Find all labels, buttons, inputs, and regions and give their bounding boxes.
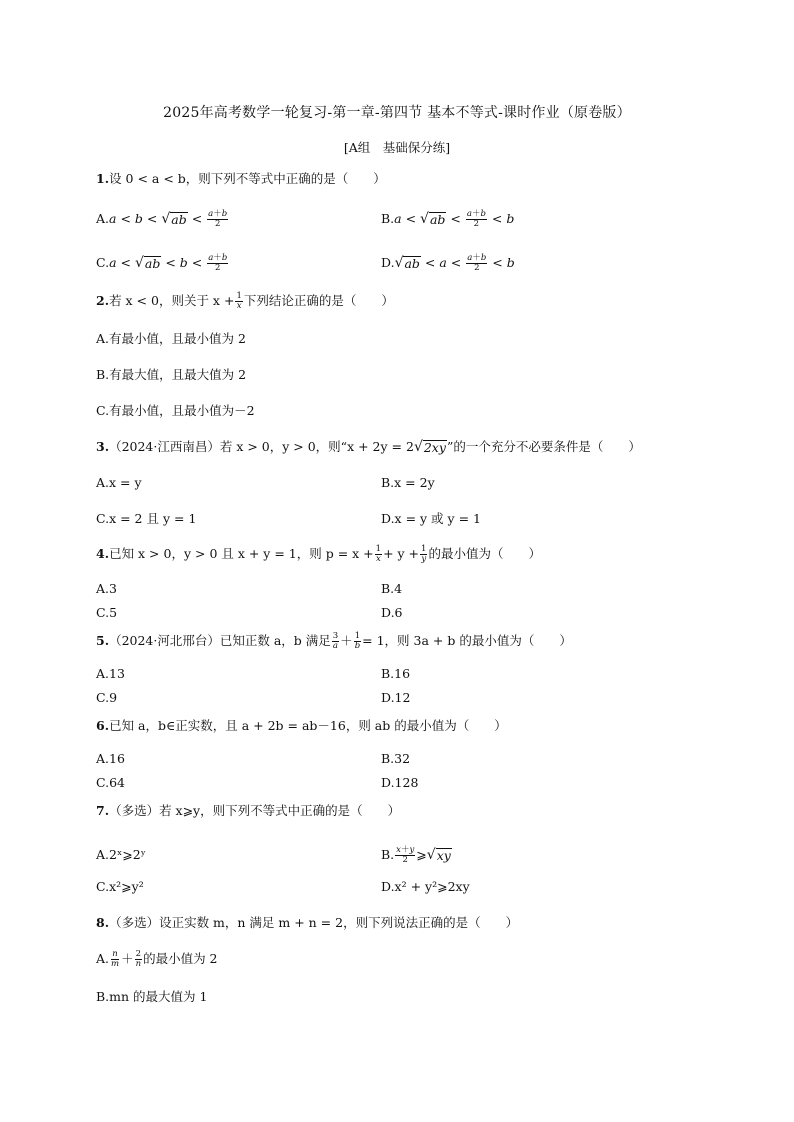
question-number: 8. [96,915,110,930]
q6-option-b: B.32 [381,751,411,766]
q4-option-c: C.5 [96,605,118,620]
q4-option-d: D.6 [381,605,403,620]
question-4: 4.已知 x > 0，y > 0 且 x + y = 1，则 p = x + $\frac{1}{x}$ + y + $\frac{1}{y}$ 的最小值为（ ） [96,544,541,564]
q3-option-b: B.x = 2y [381,475,435,490]
q3-option-c: C.x = 2 且 y = 1 [96,511,197,526]
q1-option-a: A.a < b < √ ab < $\frac{a+b}{2}$ [96,209,228,229]
q5-option-c: C.9 [96,690,118,705]
q3-option-d: D.x = y 或 y = 1 [381,511,481,526]
q3-option-a: A.x = y [96,475,142,490]
question-7 [96,802,400,820]
q1-option-c: C.a < √ ab < b < $\frac{a+b}{2}$ [96,253,228,273]
question-stem-part: 的最小值为（ ） [428,546,541,561]
q1-option-b: B.a < √ ab < $\frac{a+b}{2}$ < b [381,209,515,229]
question-stem: 设 0 < a < b，则下列不等式中正确的是（ ） [109,171,386,186]
q8-option-a: A. $\frac{n}{m}$ ＋ $\frac{2}{n}$ 的最小值为 2 [96,949,218,969]
question-stem-part: 下列结论正确的是（ ） [243,293,394,308]
question-stem-part: ”的一个充分不必要条件是（ ） [446,439,641,454]
q8-option-b: B.mn 的最大值为 1 [96,989,208,1004]
q4-option-b: B.4 [381,581,403,596]
question-number: 5. [96,633,110,648]
question-6 [96,717,507,735]
q7-option-b: B. $\frac{x+y}{2}$ ⩾ √ xy [381,845,451,865]
q5-option-a: A.13 [96,666,125,681]
question-1 [96,170,386,188]
question-number: 6. [96,718,110,733]
question-5: 5.（2024·河北邢台）已知正数 a，b 满足 $\frac{3}{a}$ ＋ $\frac{1}{b}$ = 1，则 3a + b 的最小值为（ ） [96,631,572,651]
question-8 [96,914,518,932]
q4-option-a: A.3 [96,581,117,596]
q7-option-c: C.x²⩾y² [96,879,144,894]
question-number: 3. [96,439,110,454]
question-stem: （多选）设正实数 m，n 满足 m + n = 2，则下列说法正确的是（ ） [109,915,519,930]
q5-option-d: D.12 [381,690,411,705]
question-stem-part: （2024·河北邢台）已知正数 a，b 满足 [109,633,331,648]
question-stem-part: + y + [383,546,420,561]
q2-option-a: A.有最小值，且最小值为 2 [96,331,246,346]
q2-option-c: C.有最小值，且最小值为－2 [96,403,255,418]
q8-a-tail: 的最小值为 2 [143,951,218,966]
q6-option-d: D.128 [381,775,419,790]
question-stem-part: 若 x < 0，则关于 x + [109,293,235,308]
page-title: 2025年高考数学一轮复习-第一章-第四节 基本不等式-课时作业（原卷版） [163,105,631,121]
question-stem-part: 已知 x > 0，y > 0 且 x + y = 1，则 p = x + [109,546,374,561]
question-number: 2. [96,293,110,308]
question-stem: （多选）若 x⩾y，则下列不等式中正确的是（ ） [109,803,401,818]
question-stem-part: = 1，则 3a + b 的最小值为（ ） [362,633,572,648]
q6-option-a: A.16 [96,751,125,766]
q6-option-c: C.64 [96,775,125,790]
question-2: 2.若 x < 0，则关于 x + $\frac{1}{x}$ 下列结论正确的是（ ） [96,291,394,311]
question-number: 4. [96,546,110,561]
section-heading: [A组 基础保分练] [343,140,451,155]
q7-b-relation: ⩾ [416,847,427,862]
q7-option-d: D.x² + y²⩾2xy [381,879,470,894]
q1-option-d: D. √ ab < a < $\frac{a+b}{2}$ < b [381,253,515,273]
question-3: 3.（2024·江西南昌）若 x > 0，y > 0，则“x + 2y = 2 √ 2xy ”的一个充分不必要条件是（ ） [96,439,641,455]
q2-option-b: B.有最大值，且最大值为 2 [96,367,247,382]
question-number: 7. [96,803,110,818]
q7-option-a: A.2ˣ⩾2ʸ [96,847,146,862]
question-number: 1. [96,171,110,186]
question-stem: 已知 a，b∈正实数，且 a + 2b = ab－16，则 ab 的最小值为（ ） [109,718,507,733]
question-stem-part: （2024·江西南昌）若 x > 0，y > 0，则“x + 2y = 2 [109,439,414,454]
q5-option-b: B.16 [381,666,411,681]
